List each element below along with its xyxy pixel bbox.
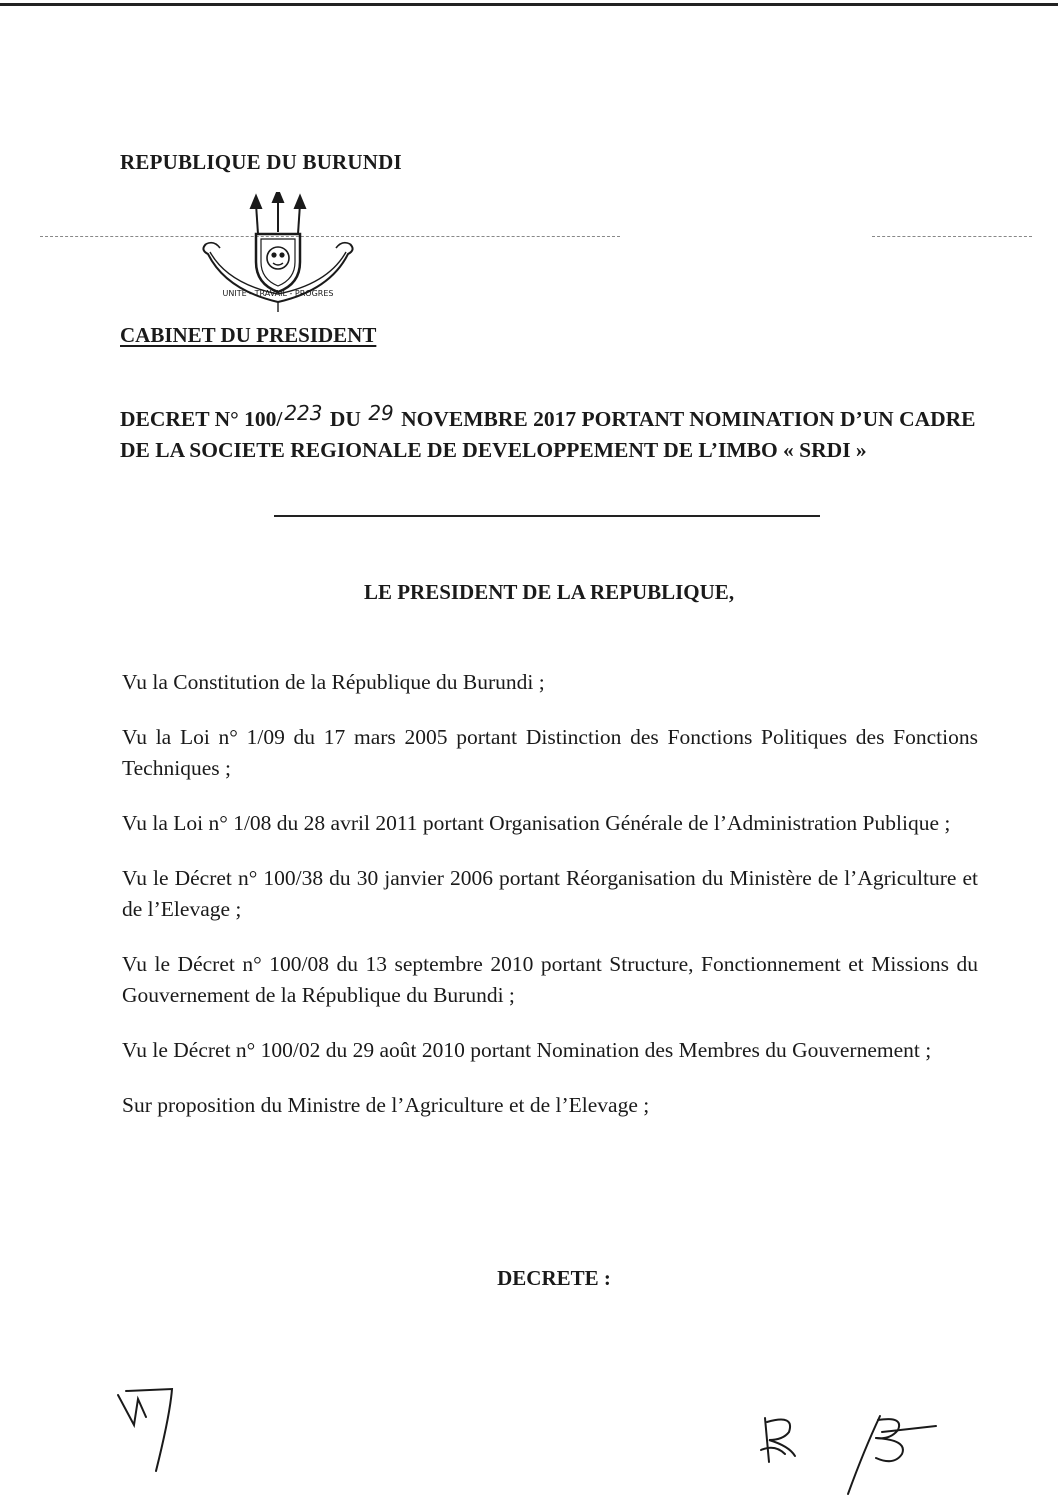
- republic-header: REPUBLIQUE DU BURUNDI: [120, 150, 402, 174]
- consideration-item: Vu le Décret n° 100/08 du 13 septembre 2010 portant Structure, Fonctionnement et Missions du Gouvernement de la République du Burundi ;: [122, 952, 978, 1007]
- decree-title: [120, 401, 980, 466]
- consideration-item: Vu la Constitution de la République du Burundi ;: [122, 670, 545, 694]
- emblem-motto: UNITE - TRAVAIL - PROGRES: [222, 289, 334, 298]
- initials-left-signature: [112, 1385, 182, 1475]
- consideration-item: Vu le Décret n° 100/02 du 29 août 2010 portant Nomination des Membres du Gouvernement ;: [122, 1038, 932, 1062]
- president-heading: LE PRESIDENT DE LA REPUBLIQUE,: [363, 580, 735, 604]
- coat-of-arms-emblem: [196, 192, 360, 314]
- title-divider: [274, 515, 820, 517]
- consideration-item: Sur proposition du Ministre de l’Agriculture et de l’Elevage ;: [122, 1093, 650, 1117]
- cabinet-header: CABINET DU PRESIDENT: [120, 323, 377, 347]
- consideration-item: Vu la Loi n° 1/09 du 17 mars 2005 portant Distinction des Fonctions Politiques des Fonctions Techniques ;: [122, 725, 978, 780]
- initials-middle-signature: [755, 1410, 815, 1470]
- decree-title-rest: NOVEMBRE 2017 PORTANT NOMINATION D’UN CADRE DE LA SOCIETE REGIONALE DE DEVELOPPEMENT DE L’IMBO « SRDI »: [120, 407, 976, 462]
- decree-title-du: DU: [329, 407, 361, 431]
- consideration-item: Vu la Loi n° 1/08 du 28 avril 2011 portant Organisation Générale de l’Administration Publique ;: [122, 811, 951, 835]
- top-scan-border: [0, 3, 1058, 6]
- handwritten-day: 29: [368, 401, 394, 425]
- consideration-item: Vu le Décret n° 100/38 du 30 janvier 2006 portant Réorganisation du Ministère de l’Agriculture et de l’Elevage ;: [122, 866, 978, 921]
- initials-right-signature: [842, 1410, 942, 1497]
- considerations-list: [122, 667, 978, 1145]
- decree-title-prefix: DECRET N° 100/: [120, 407, 283, 431]
- decrete-heading: DECRETE :: [497, 1266, 611, 1290]
- scan-artifact-line: [872, 236, 1032, 237]
- handwritten-decree-number: 223: [284, 401, 323, 425]
